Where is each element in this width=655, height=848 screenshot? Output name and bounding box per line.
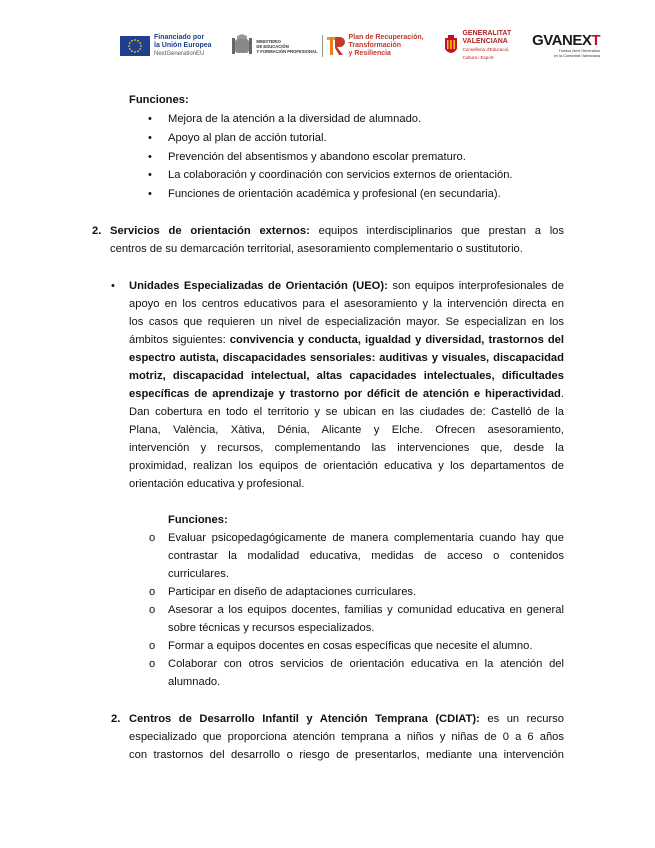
- cdiat-number: 2.: [111, 713, 121, 725]
- gv-logo: [444, 30, 511, 62]
- ueo-line3: los casos que requieren un nivel de especialización mayor. Se especializan en los: [129, 316, 564, 328]
- ueo-title: Unidades Especializadas de Orientación (UEO):: [129, 280, 388, 292]
- coat-of-arms-icon: [232, 34, 252, 58]
- bullet-dot: •: [148, 132, 152, 144]
- gv-line2: VALENCIANA: [462, 38, 508, 45]
- gv-line1: GENERALITAT: [462, 30, 512, 37]
- list-item: Colaborar con otros servicios de orientación educativa en la atención del: [168, 658, 564, 670]
- list-item: Mejora de la atención a la diversidad de alumnado.: [168, 113, 422, 125]
- prtr-line1: Plan de Recuperación,: [348, 34, 424, 41]
- ueo-line6: motriz, discapacidad intelectual, altas capacidades intelectuales, dificultades: [129, 370, 564, 382]
- ueo-line2: apoyo en los centros educativos para el asesoramiento y la intervención directa en: [129, 298, 564, 310]
- list-item: Prevención del absentismos y abandono escolar prematuro.: [168, 151, 466, 163]
- eu-line3: NextGenerationEU: [154, 51, 205, 57]
- eu-logo: [120, 34, 212, 58]
- gvanext-sub2: en la Comunitat Valenciana: [553, 54, 600, 58]
- section2-title: Servicios de orientación externos:: [110, 225, 310, 237]
- section2-line2: centros de su demarcación territorial, asesoramiento complementario o sustitutorio.: [110, 243, 523, 255]
- list-item: Participar en diseño de adaptaciones curriculares.: [168, 586, 417, 598]
- bullet-dot: •: [148, 151, 152, 163]
- ueo-line5: espectro autista, discapacidades sensoriales: auditivas y visuales, discapacidad: [129, 352, 564, 364]
- prtr-line2: Transformación: [348, 42, 402, 49]
- ministry-logo: [232, 34, 423, 58]
- prtr-line3: y Resiliencia: [348, 50, 391, 57]
- cdiat-line1: [129, 711, 564, 729]
- list-item: La colaboración y coordinación con servicios externos de orientación.: [168, 169, 513, 181]
- list-item: Funciones de orientación académica y profesional (en secundaria).: [168, 188, 501, 200]
- list-item: Asesorar a los equipos docentes, familias y comunidad educativa en general: [168, 604, 564, 616]
- ueo-line9: Plana, València, Xàtiva, Dénia, Alicante y Elche. Ofrecen asesoramiento,: [129, 424, 564, 436]
- ueo-line4b: convivencia y conducta, igualdad y diversidad, trastornos del: [229, 334, 565, 346]
- gvanext-logo: [532, 31, 600, 59]
- ueo-line4: [129, 332, 564, 350]
- section2-number: 2.: [92, 225, 102, 237]
- gv-line3: Conselleria d'Educació,: [462, 47, 510, 52]
- bullet-dot: •: [148, 113, 152, 125]
- gvanext-t: T: [591, 31, 600, 49]
- list-item: Formar a equipos docentes en cosas específicas que necesite el alumno.: [168, 640, 533, 652]
- list-item: curriculares.: [168, 568, 229, 580]
- eu-line1: Financiado por: [154, 34, 205, 41]
- prtr-logo-icon: [327, 35, 345, 57]
- bullet-dot: •: [111, 280, 115, 292]
- circle-bullet: o: [149, 532, 156, 544]
- ministry-line3: Y FORMACIÓN PROFESIONAL: [256, 48, 318, 54]
- cdiat-line2: especializado que proporciona atención temprana a niños y niñas de 0 a 6 años: [129, 731, 564, 743]
- ueo-line8: Dan cobertura en todo el territorio y se ubican en las ciudades de: Castelló de la: [129, 406, 564, 418]
- cdiat-title: Centros de Desarrollo Infantil y Atención Temprana (CDIAT):: [129, 713, 480, 725]
- ueo-line10: intervención y recursos, complementando las intervenciones que, desde la: [129, 442, 564, 454]
- ministry-line1: MINISTERIO: [256, 38, 281, 44]
- logo-divider: [322, 35, 323, 57]
- bullet-dot: •: [148, 188, 152, 200]
- funciones-heading-1: Funciones:: [129, 94, 189, 106]
- cdiat-line1-rest: es un recurso: [479, 713, 564, 725]
- section2-line1: [110, 223, 564, 241]
- ueo-line4a: ámbitos siguientes:: [129, 334, 230, 346]
- circle-bullet: o: [149, 640, 156, 652]
- gvanext-main: GVANEX: [532, 31, 592, 49]
- ueo-line12: orientación educativa y profesional.: [129, 478, 305, 490]
- ueo-line1-rest: son equipos interprofesionales de: [387, 280, 564, 292]
- gv-line4: Cultura i Esport: [462, 55, 494, 60]
- section2-line1-rest: equipos interdisciplinarios que prestan a los: [309, 225, 564, 237]
- header-logos: [120, 24, 600, 68]
- list-item: alumnado.: [168, 676, 221, 688]
- gv-shield-icon: [444, 35, 458, 57]
- funciones-heading-2: Funciones:: [168, 514, 228, 526]
- list-item: contrastar la modalidad educativa, medidas de acceso o contenidos: [168, 550, 564, 562]
- ministry-line2: DE EDUCACIÓN: [256, 43, 289, 49]
- ueo-line1: [129, 278, 564, 296]
- ueo-line11: proximidad, realizan los equipos de orientación educativa y los departamentos de: [129, 460, 564, 472]
- circle-bullet: o: [149, 604, 156, 616]
- ueo-line7-dot: .: [560, 388, 564, 400]
- cdiat-line3: con trastornos del desarrollo o riesgo de presentarlos, mediante una intervención: [129, 749, 564, 761]
- list-item: Evaluar psicopedagógicamente de manera complementaria cuando hay que: [168, 532, 564, 544]
- eu-flag-icon: [120, 36, 150, 56]
- circle-bullet: o: [149, 586, 156, 598]
- gvanext-sub1: Fondos Next Generation: [558, 48, 600, 53]
- bullet-dot: •: [148, 169, 152, 181]
- list-item: sobre técnicas y recursos especializados.: [168, 622, 375, 634]
- circle-bullet: o: [149, 658, 156, 670]
- list-item: Apoyo al plan de acción tutorial.: [168, 132, 327, 144]
- eu-line2: la Unión Europea: [154, 42, 212, 49]
- ueo-line7: [129, 386, 564, 404]
- ueo-line7-bold: específicas de aprendizaje y trastorno por déficit de atención e hiperactividad: [129, 388, 561, 400]
